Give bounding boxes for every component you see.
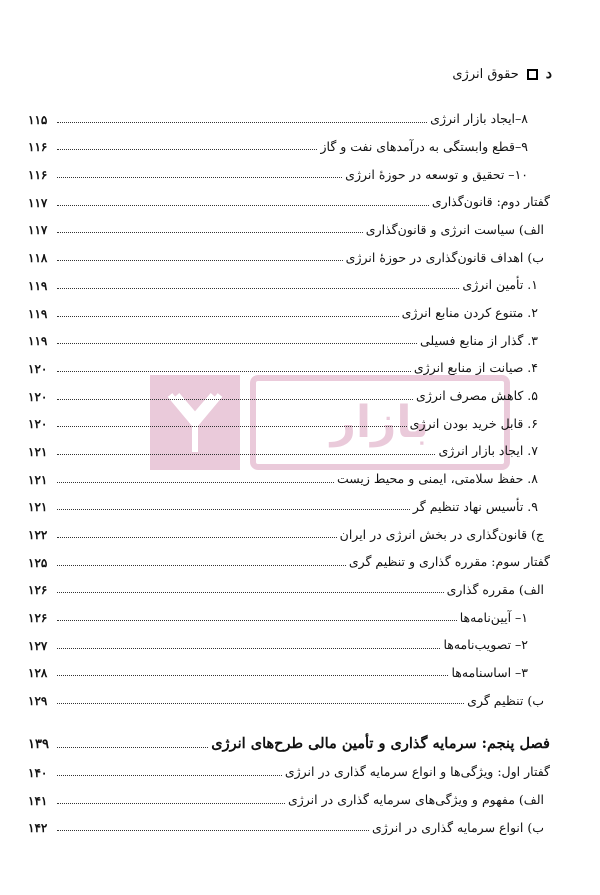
toc-entry-label: ب) انواع سرمایه گذاری در انرژی: [372, 819, 544, 835]
toc-entry-label: ۸–ایجاد بازار انرژی: [430, 111, 528, 127]
toc-entry-label: ۸. حفظ سلامتی، ایمنی و محیط زیست: [336, 471, 538, 487]
toc-row[interactable]: [28, 209, 550, 237]
toc-row[interactable]: [28, 236, 550, 264]
toc-entry-label: فصل پنجم: سرمایه گذاری و تأمین مالی طرح‌های انرژی: [211, 734, 550, 752]
dot-leader: [57, 371, 411, 372]
toc-page-number: ۱۲۱: [28, 500, 48, 515]
toc-page-number: ۱۱۵: [28, 112, 48, 127]
toc-entry-label: ۳– اساسنامه‌ها: [451, 664, 528, 680]
watermark-text: بازار: [250, 375, 510, 470]
toc-entry-label: الف) سیاست انرژی و قانون‌گذاری: [365, 221, 544, 237]
dot-leader: [57, 288, 459, 289]
dot-leader: [57, 343, 417, 344]
dot-leader: [57, 399, 413, 400]
dot-leader: [57, 703, 464, 704]
page-letter: د: [545, 66, 552, 82]
dot-leader: [57, 565, 346, 566]
toc-row[interactable]: [28, 652, 550, 680]
dot-leader: [57, 232, 363, 233]
toc-chapter-row[interactable]: [28, 719, 550, 751]
toc-entry-label: ۴. صیانت از منابع انرژی: [413, 360, 538, 376]
toc-page-number: ۱۲۱: [28, 472, 48, 487]
toc-entry-label: ۱۰– تحقیق و توسعه در حوزهٔ انرژی: [345, 166, 528, 182]
toc-row[interactable]: [28, 403, 550, 431]
square-icon: [527, 69, 538, 80]
toc-entry-label: ۳. گذار از منابع فسیلی: [420, 332, 538, 348]
dot-leader: [57, 316, 399, 317]
toc-row[interactable]: [28, 513, 550, 541]
toc-row[interactable]: [28, 181, 550, 209]
toc-entry-label: الف) مقرره گذاری: [446, 581, 544, 597]
toc-page-number: ۱۲۰: [28, 361, 48, 376]
toc-row[interactable]: [28, 264, 550, 292]
toc-page-number: ۱۲۶: [28, 611, 48, 626]
toc-entry-label: ب) اهداف قانون‌گذاری در حوزهٔ انرژی: [345, 249, 544, 265]
dot-leader: [57, 747, 208, 748]
dot-leader: [57, 803, 285, 804]
toc-entry-label: ۹. تأسیس نهاد تنظیم گر: [412, 498, 538, 514]
toc-entry-label: ۶. قابل خرید بودن انرژی: [409, 415, 538, 431]
dot-leader: [57, 675, 448, 676]
toc-page-number: ۱۳۹: [28, 737, 49, 753]
toc-row[interactable]: [28, 624, 550, 652]
dot-leader: [57, 177, 342, 178]
running-header: [52, 62, 552, 86]
toc-page-number: ۱۲۸: [28, 666, 48, 681]
toc-page-number: ۱۴۲: [28, 821, 48, 836]
toc-page-number: ۱۴۰: [28, 765, 48, 780]
toc-row[interactable]: [28, 596, 550, 624]
toc-page-number: ۱۲۰: [28, 389, 48, 404]
dot-leader: [57, 149, 317, 150]
toc-entry-label: ب) تنظیم گری: [467, 692, 544, 708]
toc-entry-label: گفتار سوم: مقرره گذاری و تنظیم گری: [348, 554, 550, 570]
toc-entry-label: ج) قانون‌گذاری در بخش انرژی در ایران: [339, 526, 544, 542]
toc-page-number: ۱۱۶: [28, 140, 48, 155]
dot-leader: [57, 426, 407, 427]
toc-page-number: ۱۱۶: [28, 168, 48, 183]
toc-page-number: ۱۲۷: [28, 638, 48, 653]
dot-leader: [57, 454, 435, 455]
toc-row[interactable]: [28, 541, 550, 569]
toc-entry-label: ۹–قطع وابستگی به درآمدهای نفت و گاز: [320, 138, 528, 154]
toc-row[interactable]: [28, 375, 550, 403]
toc-row[interactable]: [28, 126, 550, 154]
dot-leader: [57, 482, 334, 483]
toc-page-number: ۱۴۱: [28, 793, 48, 808]
toc-entry-label: ۱– آیین‌نامه‌ها: [459, 609, 528, 625]
dot-leader: [57, 830, 369, 831]
dot-leader: [57, 122, 427, 123]
book-title: حقوق انرژی: [452, 66, 519, 82]
table-of-contents: [28, 98, 550, 834]
toc-page-number: ۱۱۷: [28, 223, 48, 238]
toc-row[interactable]: [28, 458, 550, 486]
toc-page-number: ۱۲۹: [28, 694, 48, 709]
toc-row[interactable]: [28, 807, 550, 835]
toc-row[interactable]: [28, 347, 550, 375]
toc-entry-label: گفتار دوم: قانون‌گذاری: [431, 194, 550, 210]
toc-row[interactable]: [28, 751, 550, 779]
toc-entry-label: ۱. تأمین انرژی: [462, 277, 538, 293]
dot-leader: [57, 648, 440, 649]
toc-row[interactable]: [28, 779, 550, 807]
toc-row[interactable]: [28, 486, 550, 514]
toc-entry-label: ۷. ایجاد بازار انرژی: [438, 443, 538, 459]
toc-entry-label: ۲– تصویب‌نامه‌ها: [443, 637, 528, 653]
toc-row[interactable]: [28, 292, 550, 320]
toc-page-number: ۱۲۰: [28, 417, 48, 432]
toc-page-number: ۱۲۶: [28, 583, 48, 598]
dot-leader: [57, 775, 282, 776]
toc-page-number: ۱۲۱: [28, 444, 48, 459]
toc-entry-label: الف) مفهوم و ویژگی‌های سرمایه گذاری در انرژی: [287, 792, 544, 807]
toc-page-number: ۱۱۹: [28, 278, 48, 293]
dot-leader: [57, 537, 337, 538]
toc-entry-label: گفتار اول: ویژگی‌ها و انواع سرمایه گذاری در انرژی: [284, 764, 550, 780]
dot-leader: [57, 260, 343, 261]
dot-leader: [57, 620, 457, 621]
toc-row[interactable]: [28, 569, 550, 597]
toc-entry-label: ۲. متنوع کردن منابع انرژی: [401, 305, 538, 320]
toc-page-number: ۱۱۹: [28, 334, 48, 349]
toc-row[interactable]: [28, 98, 550, 126]
dot-leader: [57, 205, 429, 206]
toc-page-number: ۱۱۹: [28, 306, 48, 321]
toc-page-number: ۱۱۸: [28, 251, 48, 266]
dot-leader: [57, 509, 410, 510]
toc-page-number: ۱۱۷: [28, 195, 48, 210]
toc-entry-label: ۵. کاهش مصرف انرژی: [416, 388, 538, 404]
toc-row[interactable]: [28, 320, 550, 348]
toc-row[interactable]: [28, 430, 550, 458]
toc-page-number: ۱۲۵: [28, 555, 48, 570]
dot-leader: [57, 592, 444, 593]
toc-row[interactable]: [28, 153, 550, 181]
toc-row[interactable]: [28, 679, 550, 707]
toc-page-number: ۱۲۲: [28, 528, 48, 542]
